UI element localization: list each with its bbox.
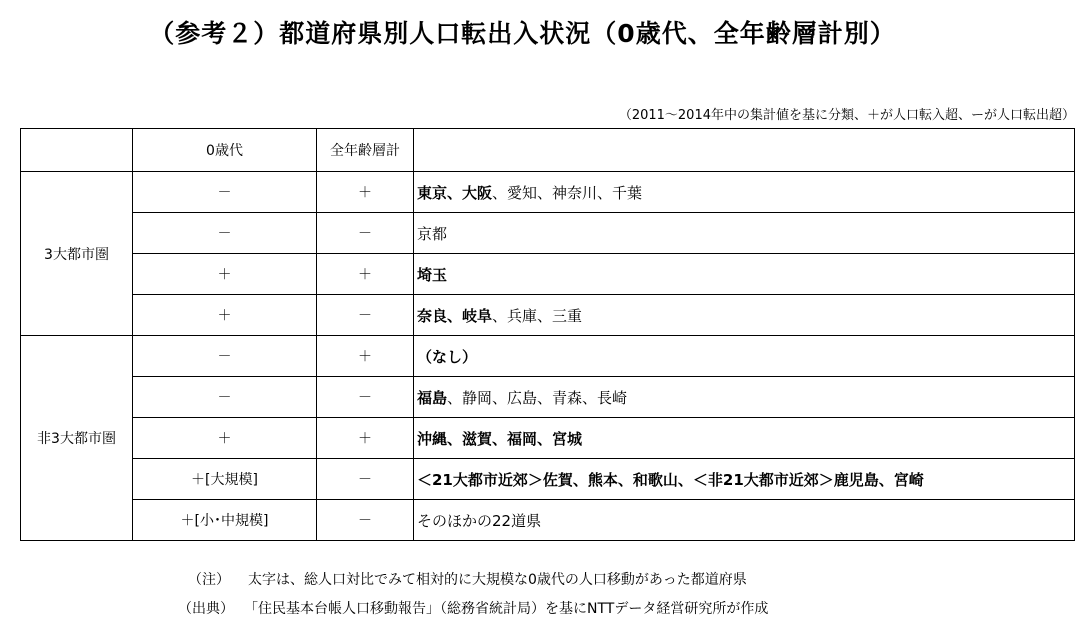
table-row [21,500,1075,541]
footnote-note [178,569,747,589]
prefecture-normal: 、愛知、神奈川、千葉 [492,183,643,202]
page-title: （参考２）都道府県別人口転出入状況（0歳代、全年齢層計別） [149,19,896,48]
prefecture-list [414,172,1075,213]
header-all-ages: 全年齢層計 [317,129,414,172]
footnote-source [178,598,768,618]
table-row [21,213,1075,254]
age0-sign: ＋[小･中規模] [133,500,317,541]
prefecture-list [414,254,1075,295]
prefecture-list [414,213,1075,254]
age0-sign: ＋ [133,295,317,336]
prefecture-bold: 奈良、岐阜 [417,306,493,325]
all-ages-sign: － [317,459,414,500]
prefecture-normal: 京都 [417,224,448,243]
header-age0: 0歳代 [133,129,317,172]
age0-sign: ＋[大規模] [133,459,317,500]
all-ages-sign: － [317,377,414,418]
all-ages-sign: － [317,213,414,254]
header-prefectures [414,129,1075,172]
table-row [21,295,1075,336]
prefecture-normal: そのほかの22道県 [417,511,542,530]
table-row [21,254,1075,295]
prefecture-bold: 埼玉 [417,265,448,284]
prefecture-bold: 沖縄、滋賀、福岡、宮城 [417,429,583,448]
source-label: （出典） [178,601,234,617]
table-row [21,459,1075,500]
table-row [21,336,1075,377]
source-text: 「住民基本台帳人口移動報告」（総務省統計局）を基にNTTデータ経営研究所が作成 [244,601,769,617]
all-ages-sign: － [317,295,414,336]
prefecture-list [414,500,1075,541]
prefecture-bold: ＜21大都市近郊＞佐賀、熊本、和歌山、＜非21大都市近郊＞鹿児島、宮崎 [417,470,924,489]
table-row [21,377,1075,418]
prefecture-list [414,377,1075,418]
group-label-non-metro: 非3大都市圏 [21,336,133,541]
prefecture-list [414,418,1075,459]
age0-sign: ＋ [133,254,317,295]
table-header-row [21,129,1075,172]
prefecture-list [414,295,1075,336]
group-label-metro: 3大都市圏 [21,172,133,336]
age0-sign: － [133,172,317,213]
all-ages-sign: － [317,500,414,541]
prefecture-list [414,336,1075,377]
age0-sign: － [133,377,317,418]
classification-note: （2011～2014年中の集計値を基に分類、＋が人口転入超、ーが人口転出超） [618,108,1075,123]
table-row [21,172,1075,213]
prefecture-list [414,459,1075,500]
age0-sign: － [133,213,317,254]
all-ages-sign: ＋ [317,254,414,295]
prefecture-bold: （なし） [417,347,478,366]
table-row [21,418,1075,459]
prefecture-migration-table [20,128,1075,541]
age0-sign: － [133,336,317,377]
prefecture-normal: 、兵庫、三重 [492,306,583,325]
all-ages-sign: ＋ [317,172,414,213]
all-ages-sign: ＋ [317,336,414,377]
prefecture-bold: 東京、大阪 [417,183,493,202]
age0-sign: ＋ [133,418,317,459]
header-group [21,129,133,172]
note-text: 太字は、総人口対比でみて相対的に大規模な0歳代の人口移動があった都道府県 [248,572,747,588]
prefecture-bold: 福島 [417,388,448,407]
note-label: （注） [188,572,230,588]
all-ages-sign: ＋ [317,418,414,459]
prefecture-normal: 、静岡、広島、青森、長崎 [447,388,628,407]
